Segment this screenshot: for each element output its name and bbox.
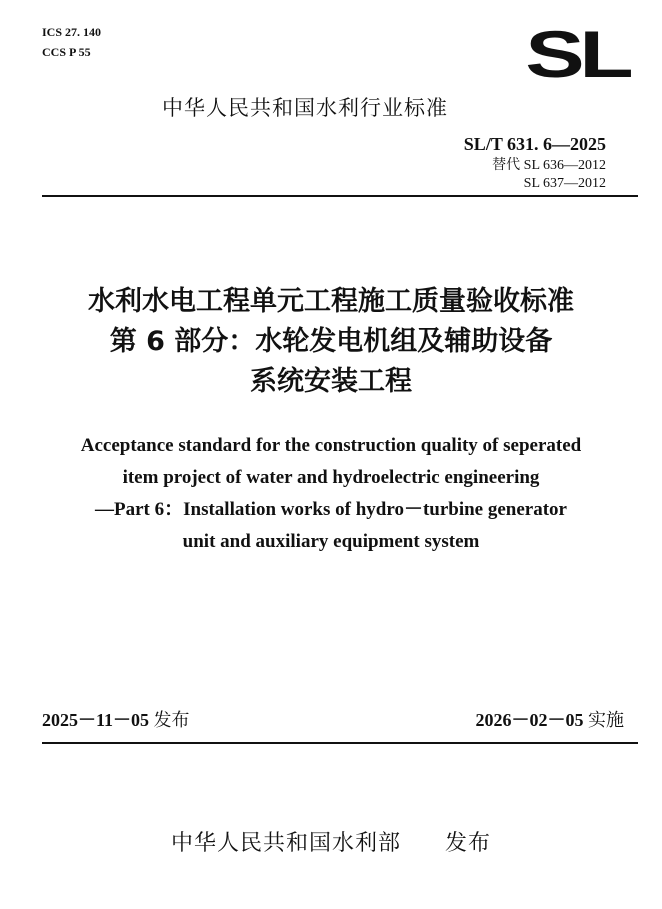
release-date-value: 2025－11－05 [42, 710, 150, 730]
english-title-line: Acceptance standard for the construction quality of seperated [80, 435, 582, 456]
english-title-line: unit and auxiliary equipment system [182, 531, 480, 552]
classification-codes [42, 22, 101, 62]
ics-code: ICS 27. 140 [42, 25, 102, 39]
standard-number: SL/T 631. 6—2025 [463, 134, 606, 154]
implementation-date [476, 706, 625, 732]
industry-standard-title: 中华人民共和国水利行业标准 [162, 96, 448, 120]
publisher-name: 中华人民共和国水利部 [170, 831, 401, 856]
chinese-title-line: 水利水电工程单元工程施工质量验收标准 [88, 286, 574, 317]
chinese-title-line: 系统安装工程 [250, 366, 412, 397]
sl-logo: SL [524, 17, 628, 91]
english-title [0, 430, 662, 558]
release-date [42, 706, 190, 732]
release-label: 发布 [153, 710, 190, 731]
replaces-block [492, 157, 606, 193]
publisher [0, 826, 662, 857]
footer-divider [42, 742, 638, 744]
replaces-prefix: 替代 [492, 158, 521, 173]
header-divider [42, 195, 638, 197]
implementation-label: 实施 [588, 710, 624, 731]
replaced-standard: SL 636—2012 [523, 158, 606, 173]
english-title-line: item project of water and hydroelectric engineering [122, 467, 540, 488]
publisher-action: 发布 [445, 831, 492, 856]
english-title-line: —Part 6：Installation works of hydro－turbine generator [95, 499, 567, 520]
implementation-date-value: 2026－02－05 [475, 710, 584, 730]
chinese-title [0, 282, 662, 402]
replaced-standard: SL 637—2012 [523, 176, 606, 191]
ccs-code: CCS P 55 [42, 45, 91, 59]
chinese-title-line: 第 6 部分：水轮发电机组及辅助设备 [109, 326, 553, 357]
